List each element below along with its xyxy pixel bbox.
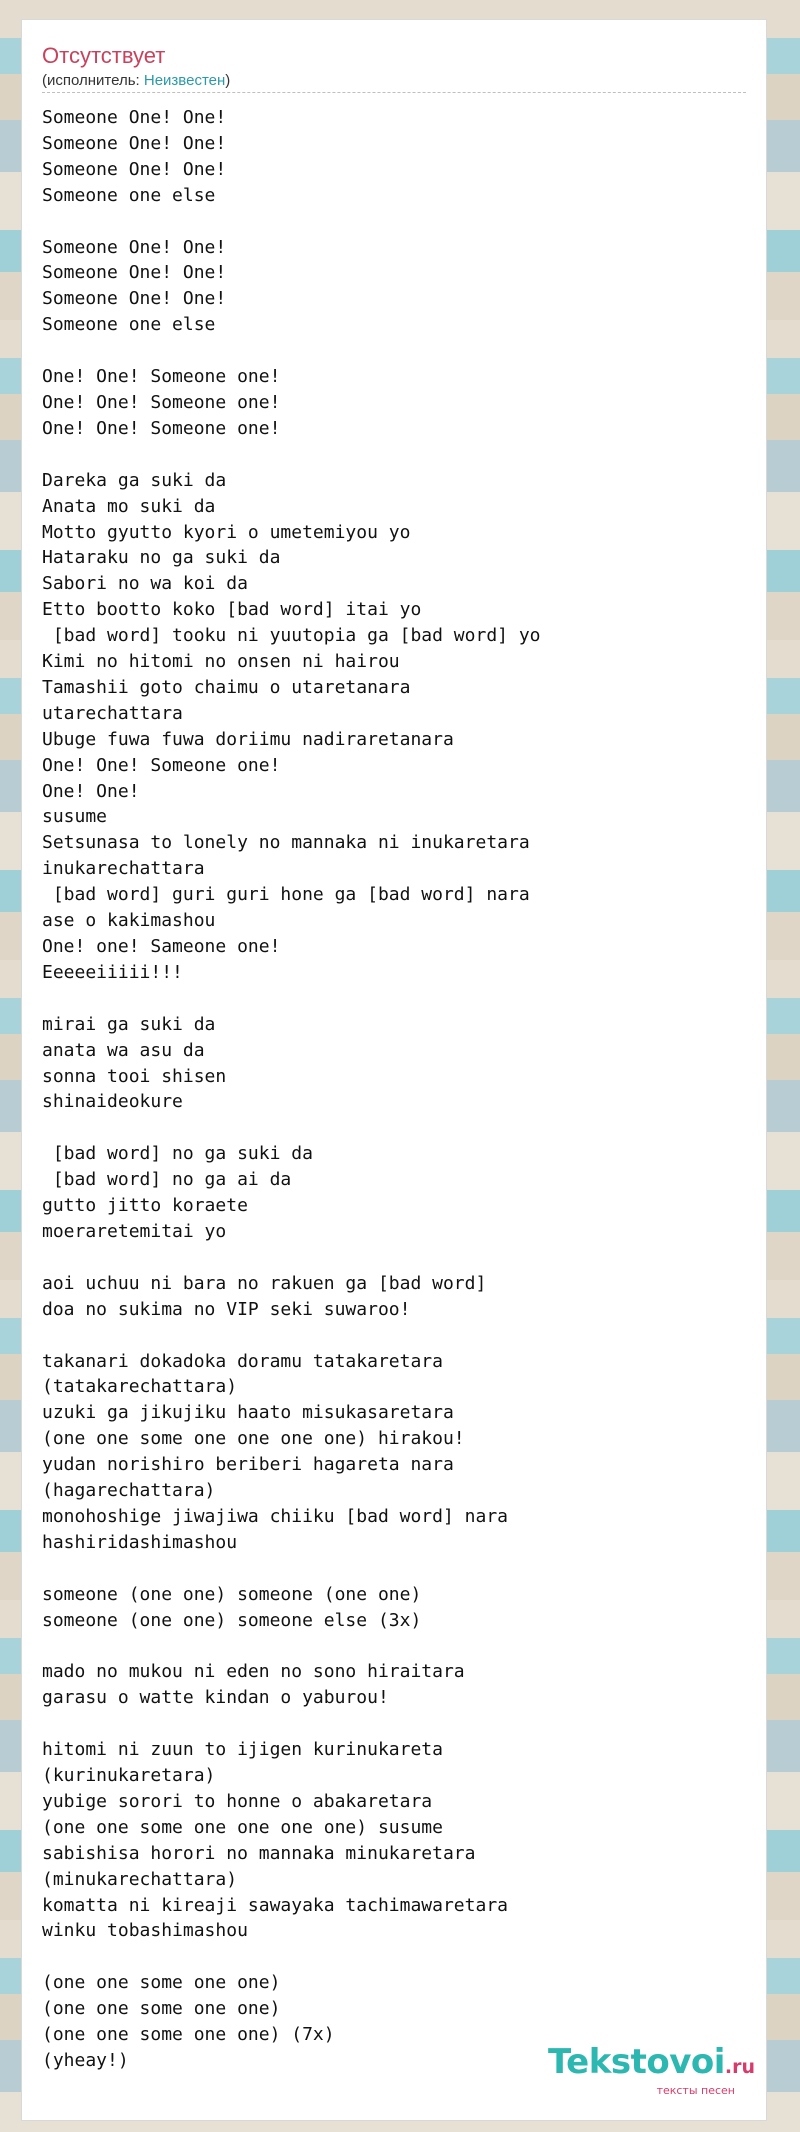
artist-suffix: ) [225, 72, 231, 89]
artist-prefix: (исполнитель: [42, 72, 144, 89]
lyrics-card [22, 20, 766, 2120]
logo-tld: .ru [724, 2056, 755, 2078]
artist-link[interactable]: Неизвестен [143, 72, 226, 89]
title-divider [42, 92, 746, 93]
song-title: Отсутствует [42, 43, 166, 68]
logo-tagline: тексты песен [656, 2084, 735, 2097]
site-logo[interactable] [548, 2044, 753, 2097]
logo-name: Tekstovoi [548, 2042, 725, 2082]
artist-line [42, 71, 230, 91]
lyrics-text: Someone One! One! Someone One! One! Someone One! One! Someone one else Someone One! One! Someone One! One! Someone One! One! Someone one else One! One! Someone one! One! One! Someone one! One! One! Someone one! Dareka ga suki da Anata mo suki da Motto gyutto kyori o umetemiyou yo Hataraku no ga suki da Sabori no wa koi da Etto bootto koko [bad word] itai yo [bad word] tooku ni yuutopia ga [bad word] yo Kimi no hitomi no onsen ni hairou Tamashii goto chaimu o utaretanara utarechattara Ubuge fuwa fuwa doriimu nadiraretanara One! One! Someone one! One! One! susume Setsunasa to lonely no mannaka ni inukaretara inukarechattara [bad word] guri guri hone ga [bad word] nara ase o kakimashou One! one! Sameone one! Eeeeeiiiii!!! mirai ga suki da anata wa asu da sonna tooi shisen shinaideokure [bad word] no ga suki da [bad word] no ga ai da gutto jitto koraete moeraretemitai yo aoi uchuu ni bara no rakuen ga [bad word] doa no sukima no VIP seki suwaroo! takanari dokadoka doramu tatakaretara (tatakarechattara) uzuki ga jikujiku haato misukasaretara (one one some one one one one) hirakou! yudan norishiro beriberi hagareta nara (hagarechattara) monohoshige jiwajiwa chiiku [bad word] nara hashiridashimashou someone (one one) someone (one one) someone (one one) someone else (3x) mado no mukou ni eden no sono hiraitara garasu o watte kindan o yaburou! hitomi ni zuun to ijigen kurinukareta (kurinukaretara) yubige sorori to honne o abakaretara (one one some one one one one) susume sabishisa horori no mannaka minukaretara (minukarechattara) komatta ni kireaji sawayaka tachimawaretara winku tobashimashou (one one some one one) (one one some one one) (one one some one one) (7x) (yheay!) [42, 107, 541, 2071]
logo-wordmark [548, 2044, 753, 2085]
